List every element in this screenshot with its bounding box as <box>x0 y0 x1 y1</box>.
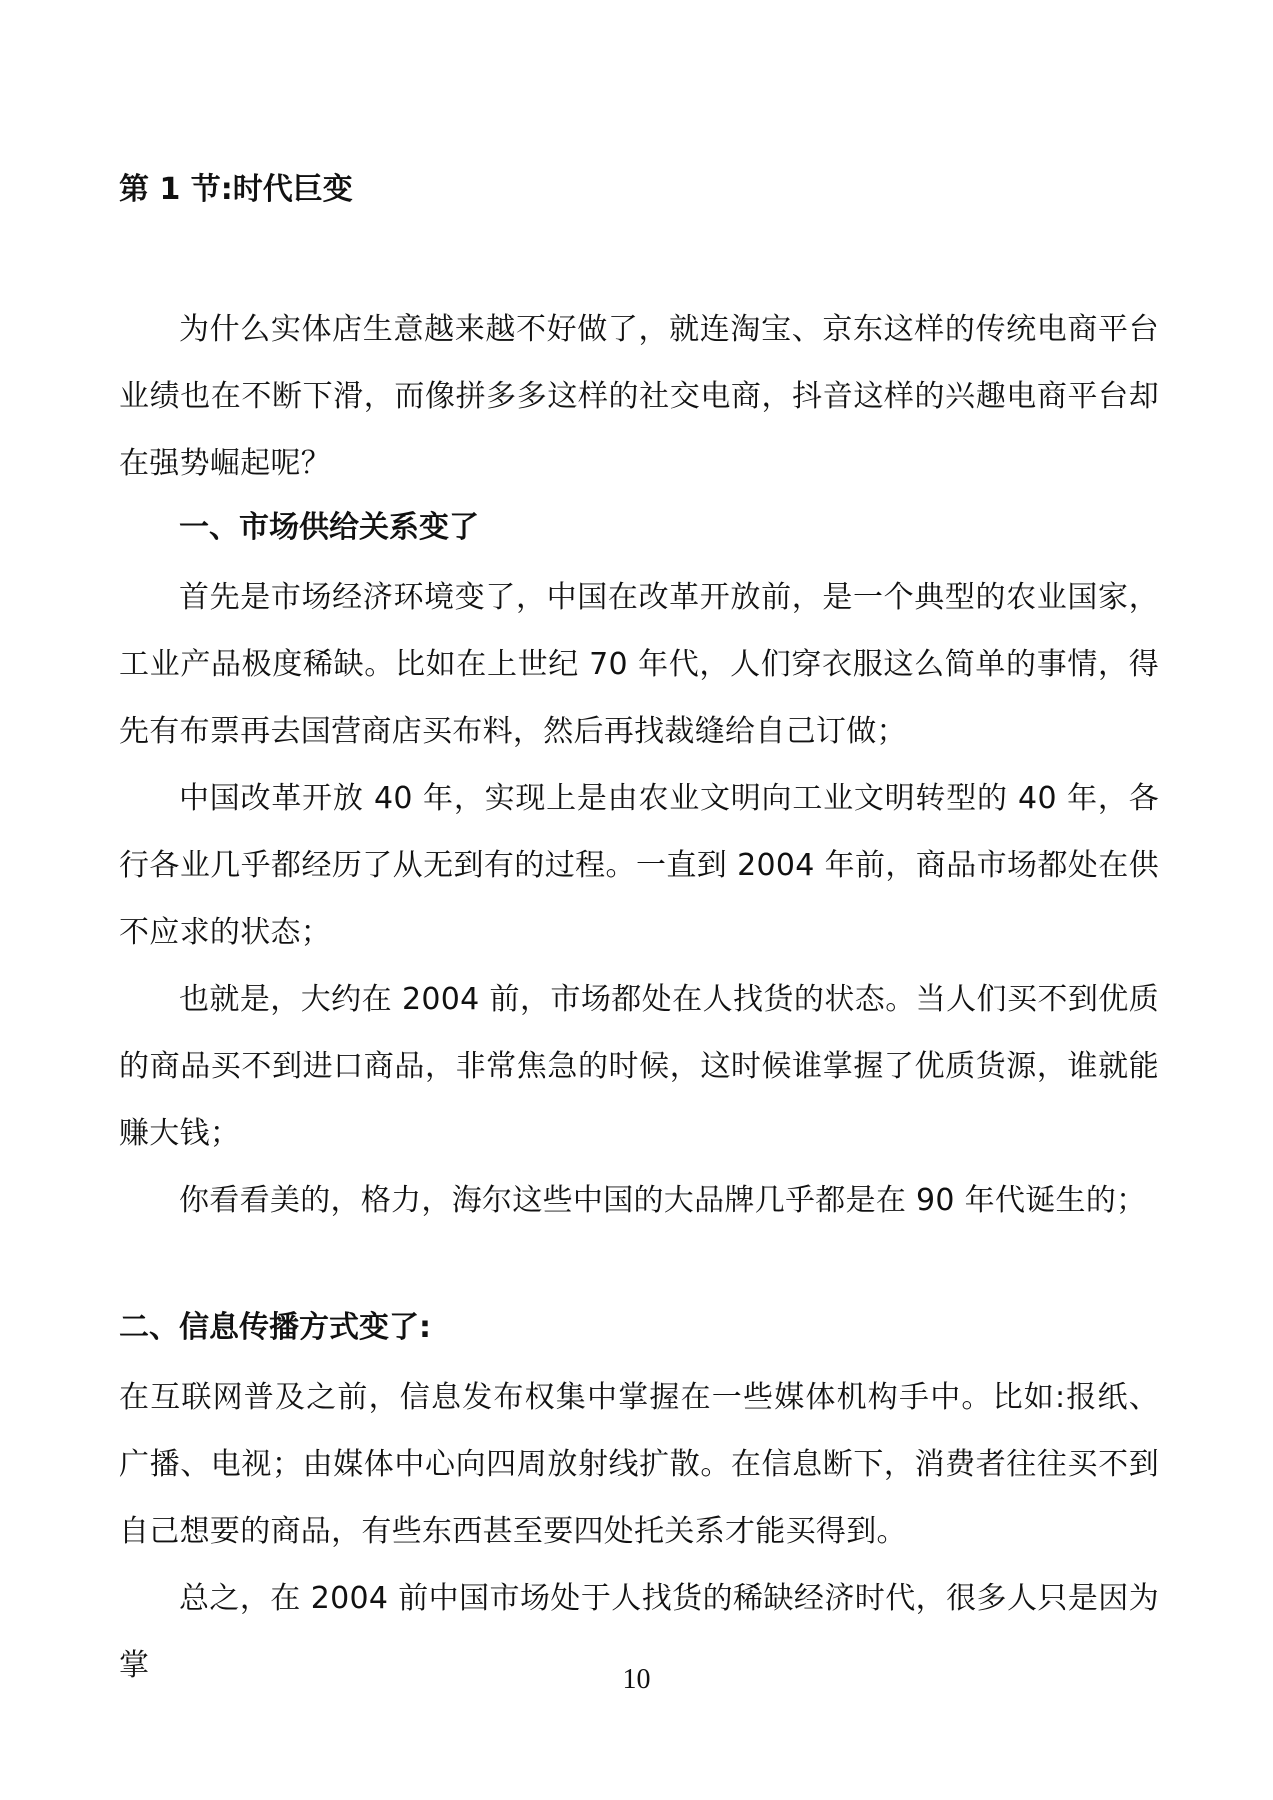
intro-paragraph: 为什么实体店生意越来越不好做了，就连淘宝、京东这样的传统电商平台业绩也在不断下滑，而像拼多多这样的社交电商，抖音这样的兴趣电商平台却在强势崛起呢？ <box>119 312 1159 481</box>
paragraph-media-control: 在互联网普及之前，信息发布权集中掌握在一些媒体机构手中。比如:报纸、广播、电视；由媒体中心向四周放射线扩散。在信息断下，消费者往往买不到自己想要的商品，有些东西甚至要四处托关系才能买得到。 <box>119 1380 1159 1549</box>
heading-supply-relation: 一、市场供给关系变了 <box>179 510 479 545</box>
paragraph-summary: 总之，在 2004 前中国市场处于人找货的稀缺经济时代，很多人只是因为掌 <box>119 1581 1159 1683</box>
page-number: 10 <box>622 1664 651 1695</box>
paragraph-reform-40-years: 中国改革开放 40 年，实现上是由农业文明向工业文明转型的 40 年，各行各业几乎都经历了从无到有的过程。一直到 2004 年前，商品市场都处在供不应求的状态； <box>119 781 1159 950</box>
heading-information-spread: 二、信息传播方式变了: <box>119 1310 431 1345</box>
paragraph-people-find-goods: 也就是，大约在 2004 前，市场都处在人找货的状态。当人们买不到优质的商品买不到进口商品，非常焦急的时候，这时候谁掌握了优质货源，谁就能赚大钱； <box>119 982 1159 1151</box>
paragraph-big-brands: 你看看美的，格力，海尔这些中国的大品牌几乎都是在 90 年代诞生的； <box>179 1183 1147 1218</box>
section-title: 第 1 节:时代巨变 <box>119 172 353 207</box>
paragraph-market-economy: 首先是市场经济环境变了，中国在改革开放前，是一个典型的农业国家，工业产品极度稀缺。比如在上世纪 70 年代，人们穿衣服这么简单的事情，得先有布票再去国营商店买布料，然后再找裁缝给自己订做； <box>119 580 1159 749</box>
